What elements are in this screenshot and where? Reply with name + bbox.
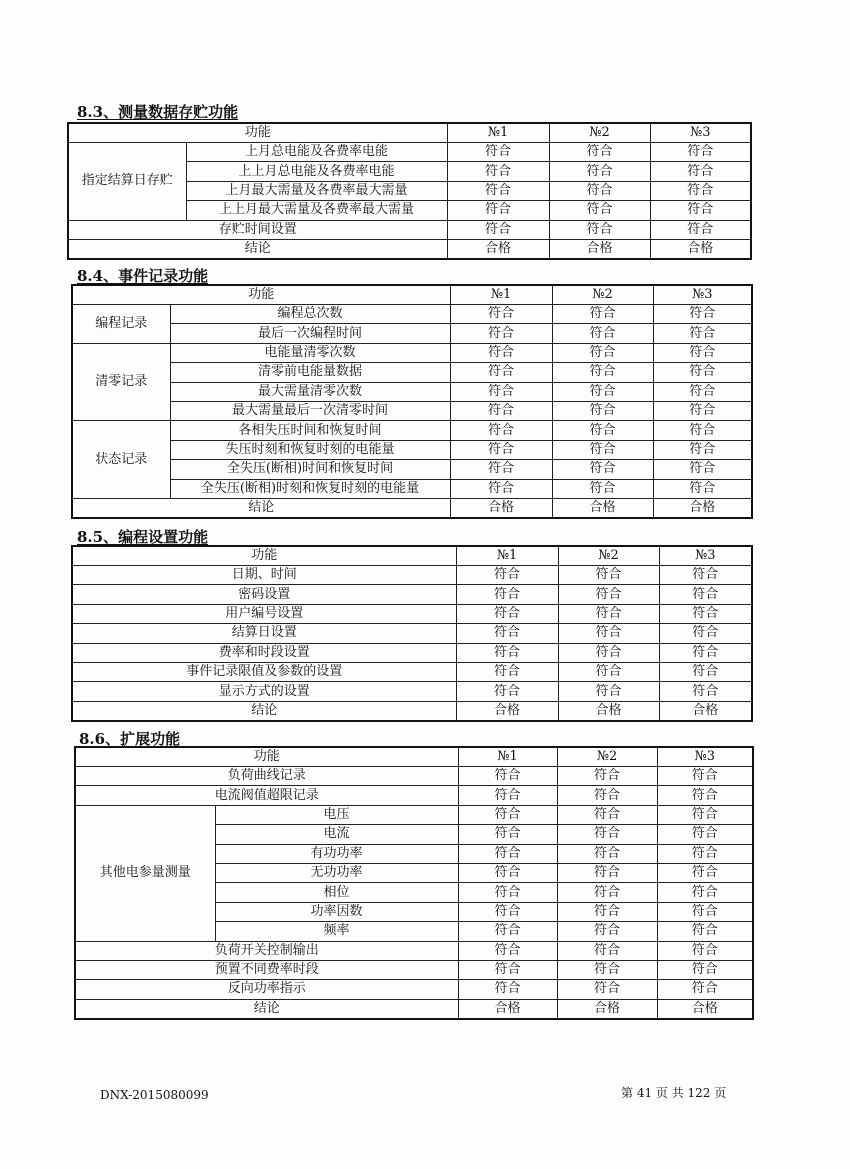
result-cell-sample-3: 符合 bbox=[659, 682, 752, 701]
result-cell-sample-2: 符合 bbox=[552, 460, 653, 479]
row-function-label: 结算日设置 bbox=[72, 624, 456, 643]
result-cell-sample-3: 符合 bbox=[653, 305, 752, 324]
result-cell-sample-2: 合格 bbox=[549, 239, 650, 259]
row-sub-label: 失压时刻和恢复时刻的电能量 bbox=[170, 440, 450, 459]
result-cell-sample-1: 符合 bbox=[447, 143, 549, 162]
result-cell-sample-2: 符合 bbox=[552, 305, 653, 324]
header-sample-2: №2 bbox=[552, 285, 653, 305]
table-header-row bbox=[72, 546, 752, 566]
result-cell-sample-3: 符合 bbox=[650, 220, 751, 239]
result-cell-sample-2: 符合 bbox=[558, 662, 659, 681]
result-cell-sample-2: 符合 bbox=[549, 162, 650, 181]
row-function-label: 负荷曲线记录 bbox=[75, 767, 458, 786]
row-sub-label: 上上月最大需量及各费率最大需量 bbox=[186, 201, 447, 220]
table-header-row bbox=[68, 123, 751, 143]
row-group-label: 指定结算日存贮 bbox=[68, 143, 186, 221]
row-sub-label: 无功功率 bbox=[215, 863, 458, 882]
result-cell-sample-3: 符合 bbox=[657, 767, 753, 786]
row-sub-label: 全失压(断相)时间和恢复时间 bbox=[170, 460, 450, 479]
result-cell-sample-3: 符合 bbox=[657, 960, 753, 979]
result-cell-sample-1: 符合 bbox=[458, 941, 557, 960]
result-cell-sample-1: 符合 bbox=[447, 162, 549, 181]
result-cell-sample-2: 符合 bbox=[552, 363, 653, 382]
table-row bbox=[72, 324, 752, 343]
result-cell-sample-1: 符合 bbox=[458, 902, 557, 921]
table-row bbox=[75, 999, 753, 1019]
row-sub-label: 最大需量最后一次清零时间 bbox=[170, 401, 450, 420]
result-cell-sample-3: 符合 bbox=[650, 201, 751, 220]
table-row bbox=[72, 498, 752, 518]
header-sample-1: №1 bbox=[450, 285, 552, 305]
row-function-label: 结论 bbox=[68, 239, 447, 259]
table-row bbox=[72, 701, 752, 721]
section-8-3-title: 8.3、测量数据存贮功能 bbox=[77, 103, 239, 121]
table-row bbox=[72, 363, 752, 382]
header-sample-2: №2 bbox=[558, 546, 659, 566]
result-cell-sample-1: 符合 bbox=[450, 460, 552, 479]
result-cell-sample-3: 合格 bbox=[650, 239, 751, 259]
table-8-5 bbox=[71, 545, 753, 722]
row-sub-label: 上上月总电能及各费率电能 bbox=[186, 162, 447, 181]
table-row bbox=[72, 382, 752, 401]
result-cell-sample-1: 符合 bbox=[456, 682, 558, 701]
section-8-4-title: 8.4、事件记录功能 bbox=[77, 267, 209, 285]
result-cell-sample-1: 合格 bbox=[458, 999, 557, 1019]
result-cell-sample-2: 符合 bbox=[552, 401, 653, 420]
row-function-label: 反向功率指示 bbox=[75, 980, 458, 999]
result-cell-sample-2: 符合 bbox=[552, 421, 653, 440]
row-sub-label: 电流 bbox=[215, 825, 458, 844]
result-cell-sample-2: 符合 bbox=[549, 201, 650, 220]
result-cell-sample-1: 符合 bbox=[458, 883, 557, 902]
row-sub-label: 最大需量清零次数 bbox=[170, 382, 450, 401]
result-cell-sample-1: 符合 bbox=[456, 643, 558, 662]
result-cell-sample-3: 符合 bbox=[657, 786, 753, 805]
row-sub-label: 清零前电能量数据 bbox=[170, 363, 450, 382]
result-cell-sample-1: 合格 bbox=[450, 498, 552, 518]
table-row bbox=[75, 941, 753, 960]
result-cell-sample-1: 符合 bbox=[458, 825, 557, 844]
result-cell-sample-2: 合格 bbox=[557, 999, 657, 1019]
result-cell-sample-1: 合格 bbox=[456, 701, 558, 721]
result-cell-sample-3: 符合 bbox=[650, 162, 751, 181]
result-cell-sample-2: 符合 bbox=[558, 643, 659, 662]
table-row bbox=[72, 662, 752, 681]
table-row bbox=[72, 643, 752, 662]
table-row bbox=[72, 305, 752, 324]
row-sub-label: 功率因数 bbox=[215, 902, 458, 921]
row-function-label: 结论 bbox=[72, 498, 450, 518]
row-group-label: 状态记录 bbox=[72, 421, 170, 499]
result-cell-sample-2: 符合 bbox=[552, 440, 653, 459]
result-cell-sample-1: 符合 bbox=[447, 201, 549, 220]
result-cell-sample-2: 符合 bbox=[549, 143, 650, 162]
result-cell-sample-2: 符合 bbox=[557, 844, 657, 863]
row-function-label: 密码设置 bbox=[72, 585, 456, 604]
result-cell-sample-1: 符合 bbox=[450, 382, 552, 401]
result-cell-sample-2: 符合 bbox=[557, 863, 657, 882]
header-function: 功能 bbox=[68, 123, 447, 143]
result-cell-sample-3: 符合 bbox=[659, 566, 752, 585]
table-row bbox=[72, 460, 752, 479]
row-function-label: 预置不同费率时段 bbox=[75, 960, 458, 979]
table-header-row bbox=[75, 747, 753, 767]
table-row bbox=[72, 343, 752, 362]
result-cell-sample-1: 符合 bbox=[450, 421, 552, 440]
result-cell-sample-2: 符合 bbox=[558, 604, 659, 623]
result-cell-sample-3: 符合 bbox=[653, 343, 752, 362]
result-cell-sample-2: 合格 bbox=[552, 498, 653, 518]
table-8-4 bbox=[71, 284, 753, 519]
result-cell-sample-1: 符合 bbox=[458, 844, 557, 863]
result-cell-sample-3: 符合 bbox=[653, 382, 752, 401]
row-function-label: 显示方式的设置 bbox=[72, 682, 456, 701]
table-row bbox=[75, 960, 753, 979]
result-cell-sample-3: 符合 bbox=[657, 883, 753, 902]
result-cell-sample-3: 符合 bbox=[650, 181, 751, 200]
result-cell-sample-2: 符合 bbox=[558, 585, 659, 604]
result-cell-sample-1: 合格 bbox=[447, 239, 549, 259]
table-row bbox=[75, 805, 753, 824]
section-8-6-title: 8.6、扩展功能 bbox=[79, 730, 181, 748]
result-cell-sample-1: 符合 bbox=[456, 604, 558, 623]
result-cell-sample-2: 符合 bbox=[557, 941, 657, 960]
header-sample-1: №1 bbox=[458, 747, 557, 767]
result-cell-sample-3: 符合 bbox=[659, 643, 752, 662]
row-sub-label: 全失压(断相)时刻和恢复时刻的电能量 bbox=[170, 479, 450, 498]
table-row bbox=[72, 401, 752, 420]
table-row bbox=[72, 479, 752, 498]
result-cell-sample-3: 合格 bbox=[657, 999, 753, 1019]
result-cell-sample-3: 符合 bbox=[657, 980, 753, 999]
row-sub-label: 相位 bbox=[215, 883, 458, 902]
table-row bbox=[68, 220, 751, 239]
header-sample-3: №3 bbox=[657, 747, 753, 767]
footer-doc-id: DNX-2015080099 bbox=[100, 1088, 209, 1102]
result-cell-sample-2: 符合 bbox=[557, 960, 657, 979]
row-sub-label: 上月总电能及各费率电能 bbox=[186, 143, 447, 162]
table-row bbox=[72, 624, 752, 643]
result-cell-sample-3: 符合 bbox=[659, 604, 752, 623]
result-cell-sample-1: 符合 bbox=[450, 440, 552, 459]
footer-page-number: 第 41 页 共 122 页 bbox=[621, 1086, 727, 1100]
table-8-3 bbox=[67, 122, 752, 260]
header-function: 功能 bbox=[75, 747, 458, 767]
result-cell-sample-3: 符合 bbox=[653, 440, 752, 459]
result-cell-sample-1: 符合 bbox=[450, 305, 552, 324]
result-cell-sample-2: 符合 bbox=[557, 883, 657, 902]
row-function-label: 电流阀值超限记录 bbox=[75, 786, 458, 805]
result-cell-sample-3: 合格 bbox=[659, 701, 752, 721]
result-cell-sample-3: 符合 bbox=[653, 460, 752, 479]
header-sample-2: №2 bbox=[557, 747, 657, 767]
result-cell-sample-2: 符合 bbox=[557, 805, 657, 824]
result-cell-sample-3: 符合 bbox=[657, 805, 753, 824]
result-cell-sample-1: 符合 bbox=[447, 220, 549, 239]
result-cell-sample-3: 符合 bbox=[653, 363, 752, 382]
result-cell-sample-3: 符合 bbox=[657, 825, 753, 844]
result-cell-sample-1: 符合 bbox=[458, 960, 557, 979]
row-group-label: 编程记录 bbox=[72, 305, 170, 344]
result-cell-sample-3: 符合 bbox=[657, 844, 753, 863]
result-cell-sample-3: 合格 bbox=[653, 498, 752, 518]
result-cell-sample-1: 符合 bbox=[458, 922, 557, 941]
result-cell-sample-2: 符合 bbox=[557, 825, 657, 844]
header-sample-2: №2 bbox=[549, 123, 650, 143]
row-function-label: 用户编号设置 bbox=[72, 604, 456, 623]
header-sample-1: №1 bbox=[447, 123, 549, 143]
result-cell-sample-2: 符合 bbox=[558, 566, 659, 585]
result-cell-sample-2: 符合 bbox=[558, 624, 659, 643]
result-cell-sample-2: 符合 bbox=[557, 902, 657, 921]
result-cell-sample-3: 符合 bbox=[657, 922, 753, 941]
result-cell-sample-1: 符合 bbox=[447, 181, 549, 200]
table-row bbox=[75, 767, 753, 786]
result-cell-sample-1: 符合 bbox=[450, 479, 552, 498]
result-cell-sample-3: 符合 bbox=[657, 863, 753, 882]
result-cell-sample-1: 符合 bbox=[458, 980, 557, 999]
result-cell-sample-1: 符合 bbox=[450, 401, 552, 420]
result-cell-sample-2: 符合 bbox=[557, 786, 657, 805]
row-sub-label: 电压 bbox=[215, 805, 458, 824]
result-cell-sample-3: 符合 bbox=[653, 324, 752, 343]
row-group-label: 其他电参量测量 bbox=[75, 805, 215, 941]
result-cell-sample-3: 符合 bbox=[657, 941, 753, 960]
result-cell-sample-3: 符合 bbox=[653, 421, 752, 440]
table-row bbox=[75, 980, 753, 999]
row-function-label: 存贮时间设置 bbox=[68, 220, 447, 239]
table-row bbox=[72, 566, 752, 585]
result-cell-sample-1: 符合 bbox=[450, 343, 552, 362]
result-cell-sample-2: 符合 bbox=[557, 767, 657, 786]
row-function-label: 负荷开关控制输出 bbox=[75, 941, 458, 960]
row-sub-label: 最后一次编程时间 bbox=[170, 324, 450, 343]
table-row bbox=[75, 786, 753, 805]
result-cell-sample-3: 符合 bbox=[659, 585, 752, 604]
row-function-label: 事件记录限值及参数的设置 bbox=[72, 662, 456, 681]
header-function: 功能 bbox=[72, 285, 450, 305]
result-cell-sample-2: 符合 bbox=[552, 479, 653, 498]
row-function-label: 结论 bbox=[75, 999, 458, 1019]
result-cell-sample-3: 符合 bbox=[659, 624, 752, 643]
header-sample-3: №3 bbox=[653, 285, 752, 305]
table-header-row bbox=[72, 285, 752, 305]
header-function: 功能 bbox=[72, 546, 456, 566]
table-row bbox=[72, 440, 752, 459]
result-cell-sample-2: 符合 bbox=[558, 682, 659, 701]
result-cell-sample-1: 符合 bbox=[458, 767, 557, 786]
result-cell-sample-3: 符合 bbox=[657, 902, 753, 921]
result-cell-sample-1: 符合 bbox=[456, 662, 558, 681]
result-cell-sample-2: 符合 bbox=[549, 220, 650, 239]
table-row bbox=[68, 143, 751, 162]
table-row bbox=[72, 421, 752, 440]
result-cell-sample-3: 符合 bbox=[659, 662, 752, 681]
result-cell-sample-2: 符合 bbox=[557, 980, 657, 999]
result-cell-sample-1: 符合 bbox=[456, 585, 558, 604]
header-sample-3: №3 bbox=[659, 546, 752, 566]
row-sub-label: 频率 bbox=[215, 922, 458, 941]
result-cell-sample-2: 符合 bbox=[552, 324, 653, 343]
result-cell-sample-3: 符合 bbox=[653, 479, 752, 498]
section-8-5-title: 8.5、编程设置功能 bbox=[77, 528, 209, 546]
row-sub-label: 有功功率 bbox=[215, 844, 458, 863]
result-cell-sample-1: 符合 bbox=[456, 624, 558, 643]
row-group-label: 清零记录 bbox=[72, 343, 170, 421]
header-sample-3: №3 bbox=[650, 123, 751, 143]
result-cell-sample-1: 符合 bbox=[458, 805, 557, 824]
result-cell-sample-2: 符合 bbox=[552, 382, 653, 401]
result-cell-sample-1: 符合 bbox=[456, 566, 558, 585]
result-cell-sample-3: 符合 bbox=[653, 401, 752, 420]
row-sub-label: 各相失压时间和恢复时间 bbox=[170, 421, 450, 440]
header-sample-1: №1 bbox=[456, 546, 558, 566]
result-cell-sample-1: 符合 bbox=[458, 863, 557, 882]
row-sub-label: 电能量清零次数 bbox=[170, 343, 450, 362]
row-sub-label: 编程总次数 bbox=[170, 305, 450, 324]
result-cell-sample-1: 符合 bbox=[450, 363, 552, 382]
result-cell-sample-2: 符合 bbox=[552, 343, 653, 362]
result-cell-sample-1: 符合 bbox=[450, 324, 552, 343]
row-sub-label: 上月最大需量及各费率最大需量 bbox=[186, 181, 447, 200]
table-row bbox=[72, 585, 752, 604]
table-row bbox=[72, 604, 752, 623]
table-row bbox=[72, 682, 752, 701]
result-cell-sample-1: 符合 bbox=[458, 786, 557, 805]
row-function-label: 费率和时段设置 bbox=[72, 643, 456, 662]
row-function-label: 结论 bbox=[72, 701, 456, 721]
table-row bbox=[68, 239, 751, 259]
result-cell-sample-2: 符合 bbox=[549, 181, 650, 200]
result-cell-sample-2: 符合 bbox=[557, 922, 657, 941]
result-cell-sample-3: 符合 bbox=[650, 143, 751, 162]
row-function-label: 日期、时间 bbox=[72, 566, 456, 585]
result-cell-sample-2: 合格 bbox=[558, 701, 659, 721]
table-8-6 bbox=[74, 746, 754, 1020]
